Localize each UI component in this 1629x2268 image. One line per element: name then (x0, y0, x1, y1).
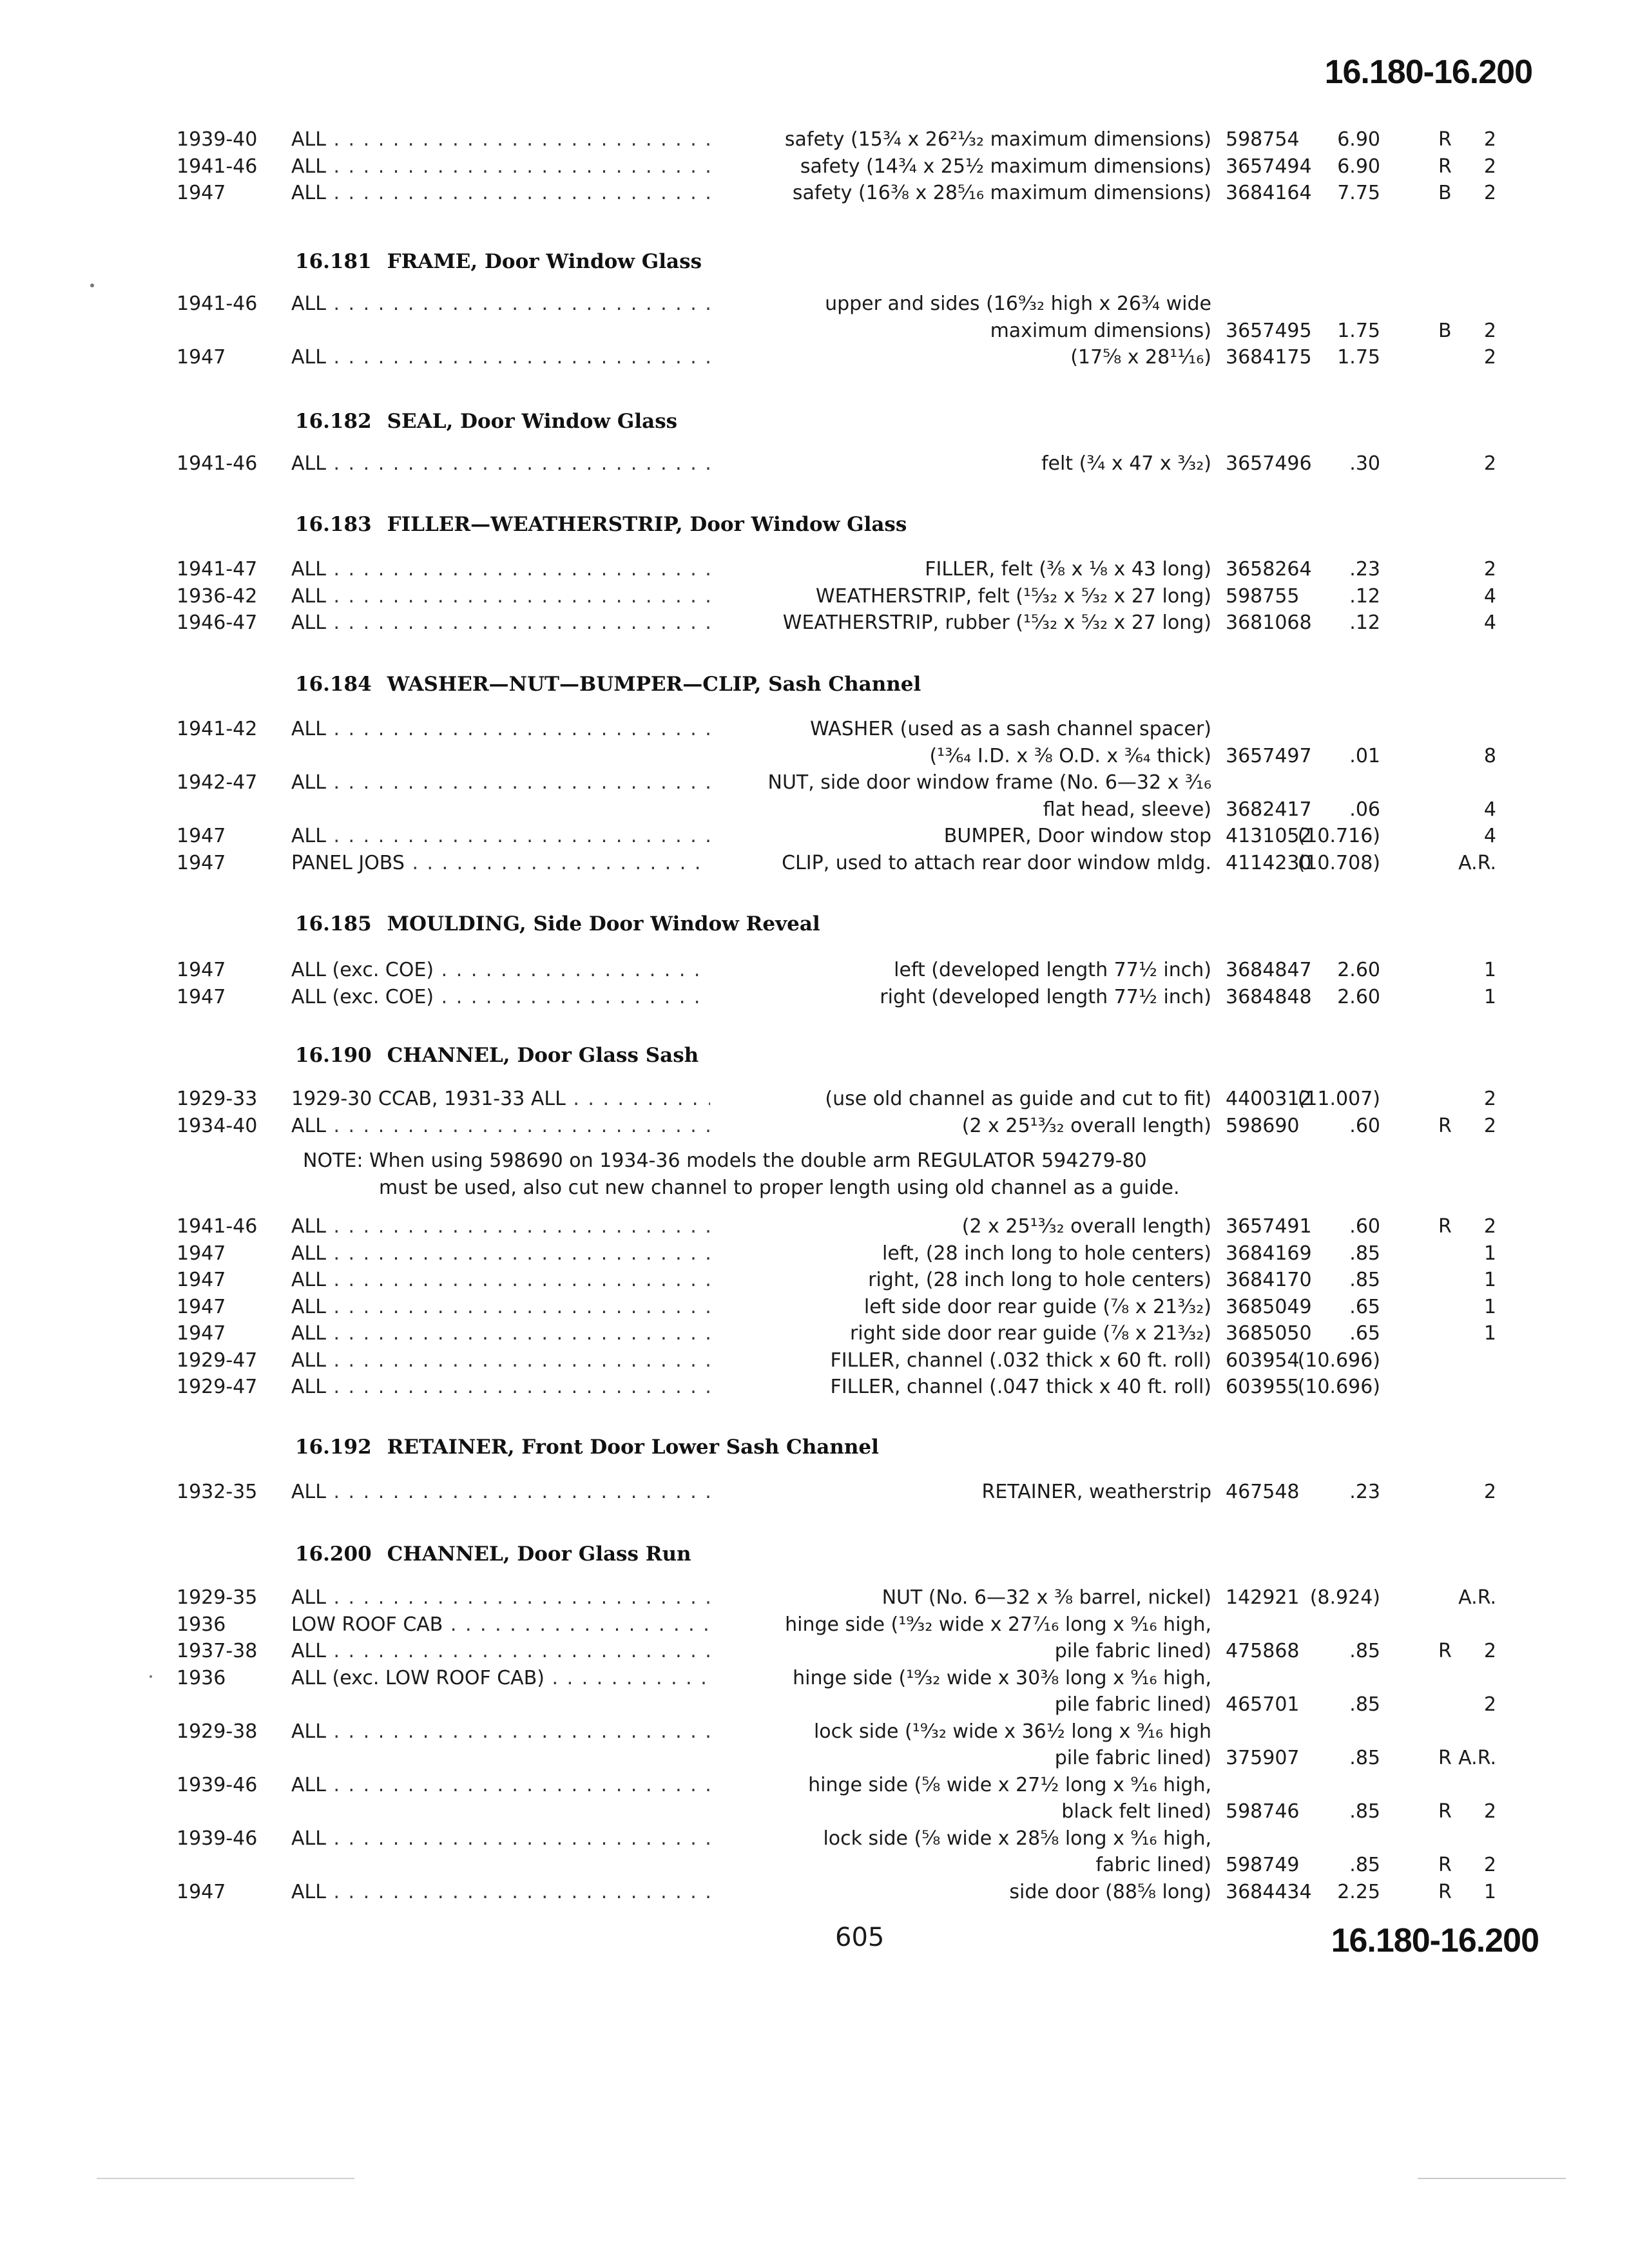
row-description: RETAINER, weatherstrip (981, 1481, 1211, 1503)
row-description: right, (28 inch long to hole centers) (868, 1269, 1211, 1291)
row-description: (17⅝ x 28¹¹⁄₁₆) (1070, 346, 1211, 369)
row-quantity: 2 (1483, 558, 1496, 581)
section-title: CHANNEL, Door Glass Sash (387, 1044, 699, 1067)
parts-row (0, 290, 1629, 318)
row-description: left, (28 inch long to hole centers) (882, 1242, 1211, 1265)
section-heading (295, 673, 921, 696)
parts-row (0, 126, 1629, 154)
parts-row (0, 582, 1629, 611)
row-price: .23 (1349, 558, 1380, 581)
parts-row (0, 1112, 1629, 1140)
row-quantity: 4 (1483, 611, 1496, 634)
section-number: 16.192 (295, 1436, 372, 1459)
row-part-number: 3684848 (1226, 985, 1312, 1008)
row-quantity: 4 (1483, 798, 1496, 821)
row-years: 1941-42 (177, 718, 258, 740)
row-part-number: 598755 (1226, 584, 1300, 608)
section-heading (295, 1542, 691, 1566)
row-description: left side door rear guide (⅞ x 21³⁄₃₂) (863, 1295, 1211, 1318)
row-quantity: 2 (1483, 346, 1496, 369)
parts-row (0, 317, 1629, 345)
page-number: 605 (835, 1923, 885, 1952)
parts-row (0, 1373, 1629, 1401)
row-description: right (developed length 77½ inch) (880, 985, 1211, 1008)
row-models: ALL . . . (291, 715, 710, 744)
row-quantity: 1 (1483, 1880, 1496, 1903)
row-description: CLIP, used to attach rear door window mldg. (782, 851, 1211, 874)
row-description: lock side (¹⁹⁄₃₂ wide x 36½ long x ⁹⁄₁₆ high (813, 1720, 1211, 1743)
row-code: B (1438, 319, 1452, 342)
parts-row (0, 1347, 1629, 1375)
row-models: ALL (exc. COE) . . . (291, 983, 710, 1012)
row-years: 1947 (177, 1295, 226, 1318)
row-description: felt (¾ x 47 x ³⁄₃₂) (1041, 452, 1211, 475)
row-quantity: 2 (1483, 1693, 1496, 1716)
section-heading (295, 410, 677, 433)
row-models: ALL . . . (291, 126, 710, 154)
row-models: ALL . . . (291, 153, 710, 181)
scan-edge-mark (1418, 2178, 1566, 2179)
row-description: FILLER, channel (.047 thick x 40 ft. roll) (830, 1376, 1211, 1398)
row-description: WEATHERSTRIP, felt (¹⁵⁄₃₂ x ⁵⁄₃₂ x 27 long) (815, 584, 1211, 608)
row-years: 1941-47 (177, 558, 258, 581)
row-description: pile fabric lined) (1054, 1693, 1211, 1716)
row-years: 1929-33 (177, 1088, 258, 1110)
row-part-number: 3657495 (1226, 319, 1312, 342)
row-quantity: 1 (1483, 1242, 1496, 1265)
section-title: SEAL, Door Window Glass (387, 410, 678, 433)
row-years: 1947 (177, 1242, 226, 1265)
row-years: 1934-40 (177, 1114, 258, 1137)
row-quantity: 8 (1483, 744, 1496, 767)
section-heading (295, 912, 820, 936)
row-models: ALL . . . (291, 1825, 710, 1853)
section-number: 16.182 (295, 410, 372, 433)
row-years: 1929-35 (177, 1586, 258, 1609)
row-years: 1942-47 (177, 771, 258, 794)
row-models: ALL . . . (291, 609, 710, 637)
row-years: 1937-38 (177, 1640, 258, 1662)
row-models: ALL . . . (291, 1637, 710, 1666)
row-price: .23 (1349, 1481, 1380, 1503)
row-models: ALL . . . (291, 1373, 710, 1401)
row-models: ALL . . . (291, 1878, 710, 1907)
row-models: ALL . . . (291, 1584, 710, 1612)
parts-row (0, 153, 1629, 181)
row-part-number: 3657496 (1226, 452, 1312, 475)
parts-row (0, 1213, 1629, 1241)
row-code: R (1438, 1854, 1452, 1876)
section-heading (295, 250, 702, 273)
parts-row (0, 1478, 1629, 1506)
row-description: safety (14¾ x 25½ maximum dimensions) (800, 155, 1211, 178)
row-years: 1947 (177, 1880, 226, 1903)
row-price: (10.696) (1297, 1349, 1380, 1372)
row-price: .06 (1349, 798, 1380, 821)
row-quantity: 2 (1483, 1088, 1496, 1110)
row-quantity: 4 (1483, 584, 1496, 608)
section-title: RETAINER, Front Door Lower Sash Channel (387, 1436, 879, 1459)
row-description: black felt lined) (1061, 1800, 1211, 1823)
row-years: 1939-46 (177, 1827, 258, 1850)
row-years: 1929-47 (177, 1349, 258, 1372)
row-years: 1947 (177, 1322, 226, 1345)
row-description: side door (88⅝ long) (1009, 1880, 1211, 1903)
row-code: R (1438, 1800, 1452, 1823)
row-years: 1947 (177, 851, 226, 874)
row-quantity: 2 (1483, 319, 1496, 342)
row-years: 1929-47 (177, 1376, 258, 1398)
row-part-number: 3682417 (1226, 798, 1312, 821)
row-part-number: 3657497 (1226, 744, 1312, 767)
row-price: .12 (1349, 611, 1380, 634)
note-line-1: NOTE: When using 598690 on 1934-36 models the double arm REGULATOR 594279-80 (303, 1149, 1147, 1172)
row-description: WASHER (used as a sash channel spacer) (810, 718, 1211, 740)
row-quantity: 2 (1483, 1114, 1496, 1137)
parts-row (0, 822, 1629, 850)
row-quantity: 2 (1483, 1481, 1496, 1503)
row-part-number: 598754 (1226, 128, 1300, 151)
parts-row (0, 1611, 1629, 1639)
row-description: (¹³⁄₆₄ I.D. x ⅜ O.D. x ³⁄₆₄ thick) (929, 744, 1211, 767)
row-part-number: 598690 (1226, 1114, 1300, 1137)
row-part-number: 603955 (1226, 1376, 1300, 1398)
section-number: 16.190 (295, 1044, 372, 1067)
row-years: 1947 (177, 959, 226, 981)
row-quantity: 2 (1483, 182, 1496, 204)
row-part-number: 3684169 (1226, 1242, 1312, 1265)
row-code: B (1438, 182, 1452, 204)
row-description: WEATHERSTRIP, rubber (¹⁵⁄₃₂ x ⁵⁄₃₂ x 27 long) (782, 611, 1211, 634)
row-part-number: 465701 (1226, 1693, 1300, 1716)
section-title: MOULDING, Side Door Window Reveal (387, 912, 820, 936)
row-description: safety (15¾ x 26²¹⁄₃₂ maximum dimensions) (784, 128, 1211, 151)
row-years: 1941-46 (177, 452, 258, 475)
row-models: ALL . . . (291, 555, 710, 584)
row-models: ALL . . . (291, 1213, 710, 1241)
row-part-number: 4114230 (1226, 851, 1312, 874)
parts-row (0, 956, 1629, 985)
row-part-number: 467548 (1226, 1481, 1300, 1503)
row-part-number: 3684170 (1226, 1269, 1312, 1291)
parts-row (0, 796, 1629, 824)
row-years: 1947 (177, 1269, 226, 1291)
row-models: ALL . . . (291, 1320, 710, 1348)
row-description: pile fabric lined) (1054, 1747, 1211, 1769)
row-quantity: A.R. (1458, 851, 1496, 874)
parts-row (0, 1798, 1629, 1826)
section-number: 16.185 (295, 912, 372, 936)
row-part-number: 3684164 (1226, 182, 1312, 204)
row-models: ALL . . . (291, 1266, 710, 1294)
parts-row (0, 1664, 1629, 1693)
row-years: 1936 (177, 1666, 226, 1689)
row-price: .85 (1349, 1693, 1380, 1716)
row-part-number: 3657491 (1226, 1215, 1312, 1238)
parts-row (0, 1637, 1629, 1666)
page-range-header: 16.180-16.200 (1324, 53, 1532, 91)
section-title: FILLER—WEATHERSTRIP, Door Window Glass (387, 513, 907, 536)
row-part-number: 3684175 (1226, 346, 1312, 369)
row-price: 2.60 (1337, 959, 1380, 981)
row-years: 1936 (177, 1613, 226, 1636)
row-part-number: 598746 (1226, 1800, 1300, 1823)
row-price: 1.75 (1337, 319, 1380, 342)
row-part-number: 3684847 (1226, 959, 1312, 981)
parts-row (0, 1771, 1629, 1800)
row-quantity: 4 (1483, 825, 1496, 847)
row-quantity: A.R. (1458, 1747, 1496, 1769)
row-quantity: 2 (1483, 452, 1496, 475)
row-years: 1936-42 (177, 584, 258, 608)
row-code: R (1438, 155, 1452, 178)
section-number: 16.183 (295, 513, 372, 536)
row-code: R (1438, 1114, 1452, 1137)
row-description: maximum dimensions) (990, 319, 1211, 342)
row-price: (10.716) (1297, 825, 1380, 847)
parts-row (0, 1878, 1629, 1907)
parts-row (0, 1691, 1629, 1719)
row-description: (2 x 25¹³⁄₃₂ overall length) (961, 1114, 1211, 1137)
row-price: .60 (1349, 1114, 1380, 1137)
row-models: LOW ROOF CAB . . . (291, 1611, 710, 1639)
row-quantity: 2 (1483, 1640, 1496, 1662)
row-models: ALL . . . (291, 450, 710, 478)
row-price: .85 (1349, 1640, 1380, 1662)
row-price: 6.90 (1337, 155, 1380, 178)
section-heading (295, 1044, 699, 1067)
section-title: FRAME, Door Window Glass (387, 250, 702, 273)
row-years: 1947 (177, 825, 226, 847)
row-quantity: 1 (1483, 985, 1496, 1008)
scan-speck (149, 1675, 152, 1678)
row-part-number: 3657494 (1226, 155, 1312, 178)
row-part-number: 3681068 (1226, 611, 1312, 634)
row-price: 7.75 (1337, 182, 1380, 204)
row-models: ALL . . . (291, 179, 710, 207)
row-description: FILLER, channel (.032 thick x 60 ft. roll) (830, 1349, 1211, 1372)
note-line-2: must be used, also cut new channel to proper length using old channel as a guide. (379, 1177, 1180, 1199)
row-models: PANEL JOBS . . . (291, 849, 710, 878)
row-price: (10.708) (1297, 851, 1380, 874)
row-description: left (developed length 77½ inch) (894, 959, 1211, 981)
row-price: .65 (1349, 1322, 1380, 1345)
row-description: BUMPER, Door window stop (943, 825, 1211, 847)
row-description: (use old channel as guide and cut to fit) (825, 1088, 1211, 1110)
page-range-footer: 16.180-16.200 (1331, 1922, 1539, 1959)
parts-row (0, 1851, 1629, 1879)
row-years: 1947 (177, 346, 226, 369)
row-description: hinge side (¹⁹⁄₃₂ wide x 27⁷⁄₁₆ long x ⁹⁄₁₆ high, (785, 1613, 1211, 1636)
row-code: R (1438, 1747, 1452, 1769)
parts-row (0, 179, 1629, 207)
parts-row (0, 715, 1629, 744)
row-years: 1941-46 (177, 1215, 258, 1238)
row-quantity: 1 (1483, 959, 1496, 981)
row-years: 1946-47 (177, 611, 258, 634)
row-part-number: 4131052 (1226, 825, 1312, 847)
row-years: 1929-38 (177, 1720, 258, 1743)
row-description: FILLER, felt (⅜ x ⅛ x 43 long) (925, 558, 1211, 581)
row-price: 2.25 (1337, 1880, 1380, 1903)
row-part-number: 475868 (1226, 1640, 1300, 1662)
row-years: 1947 (177, 985, 226, 1008)
row-models: ALL . . . (291, 1112, 710, 1140)
row-models: ALL . . . (291, 1240, 710, 1268)
parts-row (0, 1293, 1629, 1321)
row-part-number: 3684434 (1226, 1880, 1312, 1903)
row-quantity: 2 (1483, 1854, 1496, 1876)
row-part-number: 603954 (1226, 1349, 1300, 1372)
scan-edge-mark (97, 2178, 354, 2179)
row-part-number: 375907 (1226, 1747, 1300, 1769)
row-models: ALL . . . (291, 822, 710, 850)
row-models: ALL . . . (291, 1478, 710, 1506)
parts-row (0, 1718, 1629, 1746)
parts-row (0, 343, 1629, 372)
parts-row (0, 1744, 1629, 1773)
row-description: NUT, side door window frame (No. 6—32 x ³⁄₁₆ (767, 771, 1211, 794)
row-quantity: 1 (1483, 1295, 1496, 1318)
row-price: 2.60 (1337, 985, 1380, 1008)
row-part-number: 142921 (1226, 1586, 1300, 1609)
row-quantity: 2 (1483, 128, 1496, 151)
row-quantity: 2 (1483, 155, 1496, 178)
section-heading (295, 1436, 879, 1459)
row-years: 1941-46 (177, 155, 258, 178)
row-models: ALL (exc. COE) . . . (291, 956, 710, 985)
section-number: 16.200 (295, 1542, 372, 1566)
scan-speck (90, 284, 94, 287)
row-description: lock side (⅝ wide x 28⅝ long x ⁹⁄₁₆ high, (823, 1827, 1211, 1850)
row-models: ALL . . . (291, 290, 710, 318)
parts-row (0, 555, 1629, 584)
section-title: WASHER—NUT—BUMPER—CLIP, Sash Channel (387, 673, 921, 696)
row-description: upper and sides (16⁹⁄₃₂ high x 26¾ wide (825, 293, 1211, 315)
section-heading (295, 513, 907, 536)
row-price: .01 (1349, 744, 1380, 767)
row-models: ALL . . . (291, 1718, 710, 1746)
row-description: NUT (No. 6—32 x ⅜ barrel, nickel) (882, 1586, 1211, 1609)
parts-row (0, 1584, 1629, 1612)
parts-row (0, 1085, 1629, 1113)
row-description: right side door rear guide (⅞ x 21³⁄₃₂) (849, 1322, 1211, 1345)
row-price: 6.90 (1337, 128, 1380, 151)
row-price: .65 (1349, 1295, 1380, 1318)
row-models: 1929-30 CCAB, 1931-33 ALL . . . (291, 1085, 710, 1113)
row-price: (10.696) (1297, 1376, 1380, 1398)
row-description: hinge side (⅝ wide x 27½ long x ⁹⁄₁₆ high, (808, 1773, 1211, 1796)
row-quantity: 1 (1483, 1269, 1496, 1291)
parts-row (0, 742, 1629, 771)
row-code: R (1438, 1215, 1452, 1238)
row-description: pile fabric lined) (1054, 1640, 1211, 1662)
parts-row (0, 1320, 1629, 1348)
row-price: .85 (1349, 1242, 1380, 1265)
parts-row (0, 1240, 1629, 1268)
row-price: .85 (1349, 1854, 1380, 1876)
row-price: 1.75 (1337, 346, 1380, 369)
parts-row (0, 983, 1629, 1012)
row-code: R (1438, 1640, 1452, 1662)
row-description: (2 x 25¹³⁄₃₂ overall length) (961, 1215, 1211, 1238)
section-number: 16.181 (295, 250, 372, 273)
parts-row (0, 1266, 1629, 1294)
row-models: ALL . . . (291, 343, 710, 372)
parts-row (0, 450, 1629, 478)
row-models: ALL . . . (291, 1293, 710, 1321)
row-code: R (1438, 1880, 1452, 1903)
row-years: 1939-46 (177, 1773, 258, 1796)
section-number: 16.184 (295, 673, 372, 696)
row-models: ALL . . . (291, 769, 710, 797)
row-code: R (1438, 128, 1452, 151)
row-price: (11.007) (1297, 1088, 1380, 1110)
row-part-number: 4400312 (1226, 1088, 1312, 1110)
row-description: fabric lined) (1095, 1854, 1211, 1876)
row-price: (8.924) (1309, 1586, 1380, 1609)
row-models: ALL (exc. LOW ROOF CAB) . . . (291, 1664, 710, 1693)
row-description: hinge side (¹⁹⁄₃₂ wide x 30⅜ long x ⁹⁄₁₆ high, (793, 1666, 1211, 1689)
parts-row (0, 769, 1629, 797)
row-part-number: 3685050 (1226, 1322, 1312, 1345)
row-price: .85 (1349, 1800, 1380, 1823)
row-years: 1941-46 (177, 293, 258, 315)
row-price: .85 (1349, 1269, 1380, 1291)
parts-row (0, 1825, 1629, 1853)
parts-row (0, 609, 1629, 637)
row-price: .85 (1349, 1747, 1380, 1769)
row-description: safety (16⅜ x 28⁵⁄₁₆ maximum dimensions) (792, 182, 1211, 204)
row-part-number: 3685049 (1226, 1295, 1312, 1318)
row-part-number: 3658264 (1226, 558, 1312, 581)
section-title: CHANNEL, Door Glass Run (387, 1542, 691, 1566)
parts-row (0, 849, 1629, 878)
row-quantity: 1 (1483, 1322, 1496, 1345)
row-models: ALL . . . (291, 582, 710, 611)
row-models: ALL . . . (291, 1347, 710, 1375)
row-quantity: A.R. (1458, 1586, 1496, 1609)
row-models: ALL . . . (291, 1771, 710, 1800)
row-years: 1939-40 (177, 128, 258, 151)
row-part-number: 598749 (1226, 1854, 1300, 1876)
row-years: 1932-35 (177, 1481, 258, 1503)
row-quantity: 2 (1483, 1800, 1496, 1823)
row-description: flat head, sleeve) (1043, 798, 1211, 821)
row-price: .12 (1349, 584, 1380, 608)
row-price: .60 (1349, 1215, 1380, 1238)
row-years: 1947 (177, 182, 226, 204)
row-price: .30 (1349, 452, 1380, 475)
row-quantity: 2 (1483, 1215, 1496, 1238)
